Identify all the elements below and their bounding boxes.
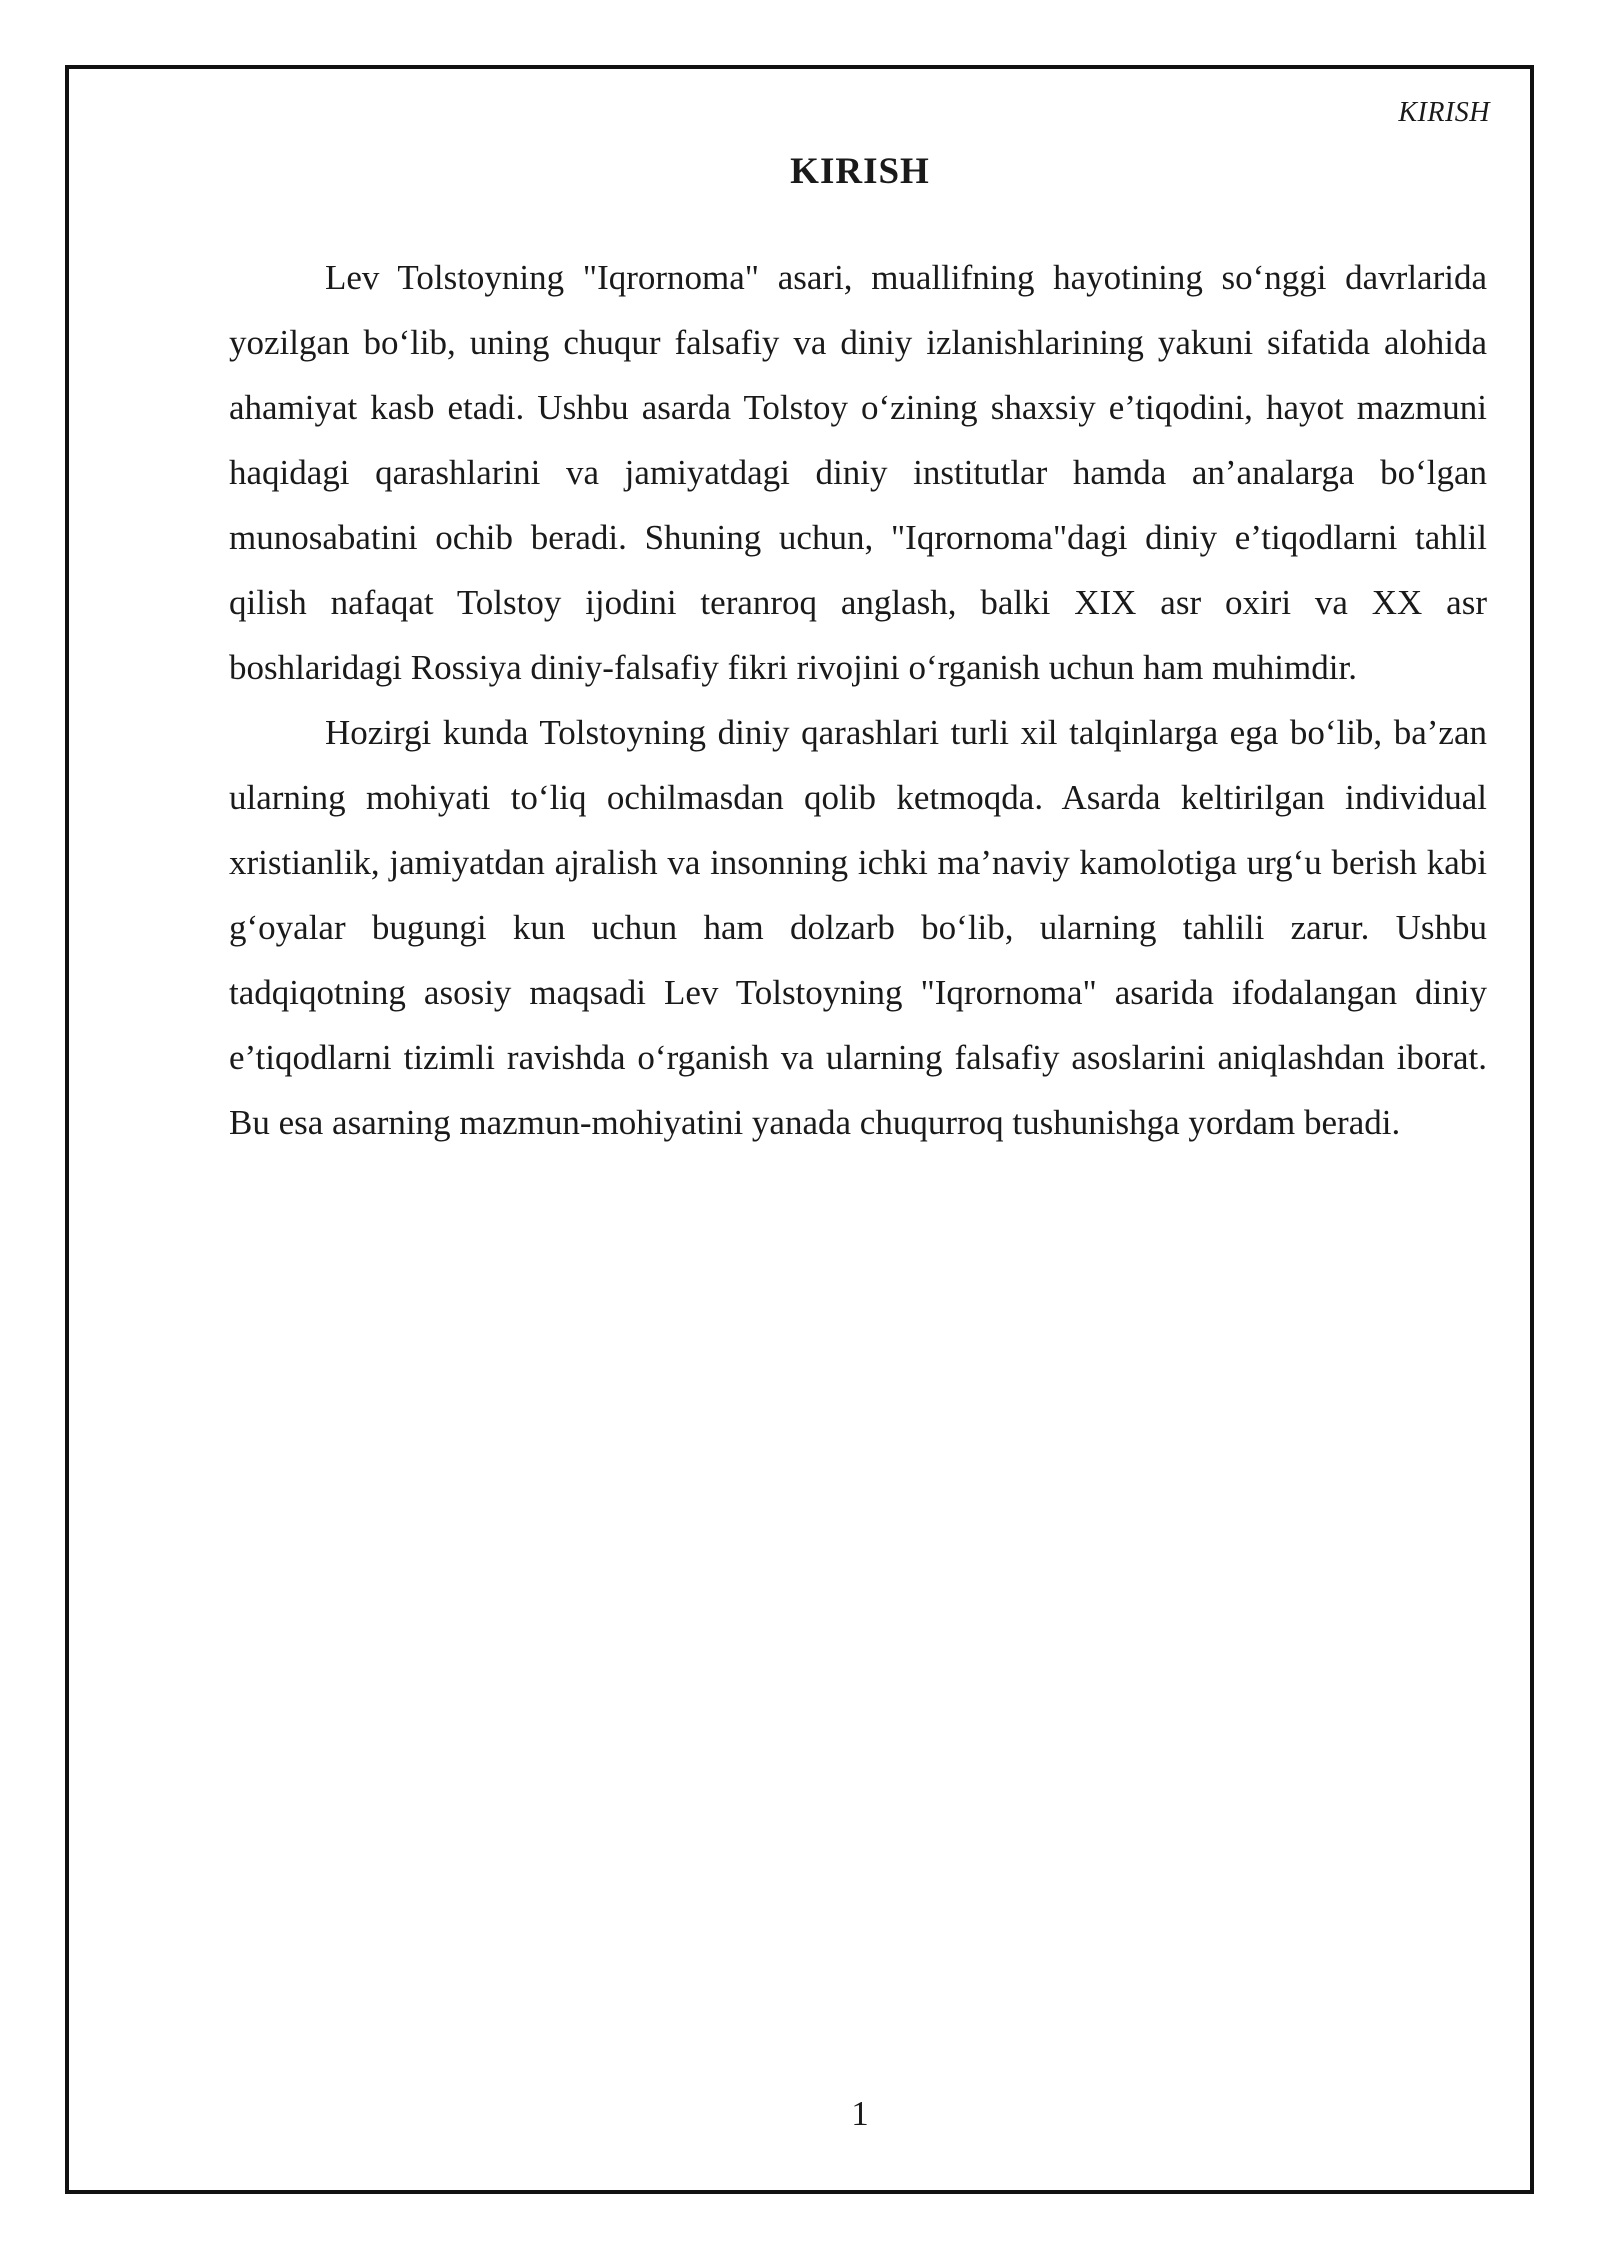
chapter-title: KIRISH [790,151,930,192]
body-text [229,245,1487,1155]
page-number: 1 [851,2094,869,2133]
paragraph-2: Hozirgi kunda Tolstoyning diniy qarashlari turli xil talqinlarga ega bo‘lib, ba’zan ularning mohiyati to‘liq ochilmasdan qolib ketmoqda. Asarda keltirilgan individual xristianlik, jamiyatdan ajralish va insonning ichki ma’naviy kamolotiga urg‘u berish kabi g‘oyalar bugungi kun uchun ham dolzarb bo‘lib, ularning tahlili zarur. Ushbu tadqiqotning asosiy maqsadi Lev Tolstoyning "Iqrornoma" asarida ifodalangan diniy e’tiqodlarni tizimli ravishda o‘rganish va ularning falsafiy asoslarini aniqlashdan iborat. Bu esa asarning mazmun-mohiyatini yanada chuqurroq tushunishga yordam beradi. [229,713,1487,1142]
paragraph-1: Lev Tolstoyning "Iqrornoma" asari, muallifning hayotining so‘nggi davrlarida yozilgan bo‘lib, uning chuqur falsafiy va diniy izlanishlarining yakuni sifatida alohida ahamiyat kasb etadi. Ushbu asarda Tolstoy o‘zining shaxsiy e’tiqodini, hayot mazmuni haqidagi qarashlarini va jamiyatdagi diniy institutlar hamda an’analarga bo‘lgan munosabatini ochib beradi. Shuning uchun, "Iqrornoma"dagi diniy e’tiqodlarni tahlil qilish nafaqat Tolstoy ijodini teranroq anglash, balki XIX asr oxiri va XX asr boshlaridagi Rossiya diniy-falsafiy fikri rivojini o‘rganish uchun ham muhimdir. [229,258,1487,687]
running-header: KIRISH [1398,97,1490,128]
